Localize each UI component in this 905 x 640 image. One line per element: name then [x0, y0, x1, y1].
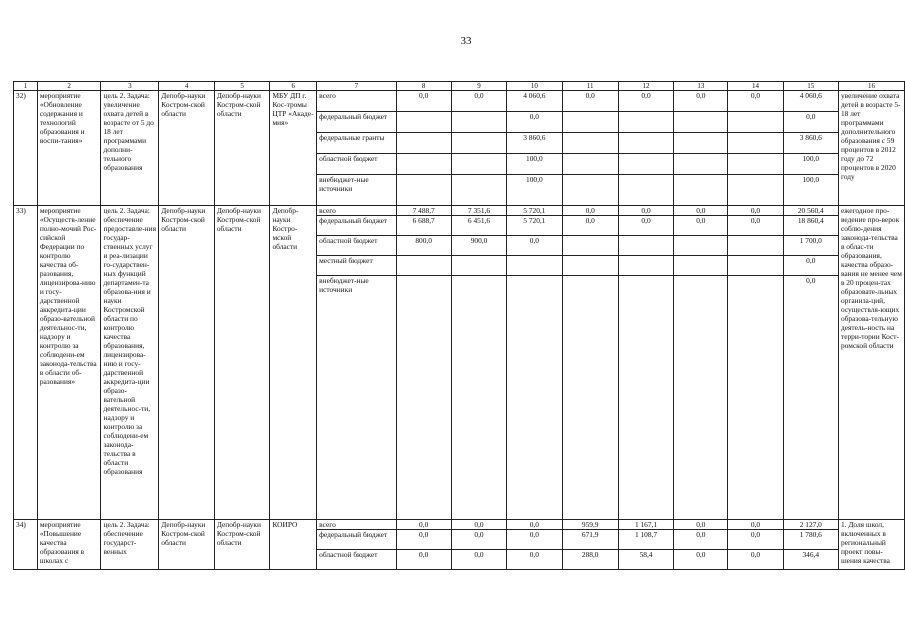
value-cell	[562, 276, 618, 520]
value-cell	[562, 133, 618, 154]
task-cell: цель 2. Задача: обеспечение предоставле-ния государ-ственных услуг и реа-лизации го-сударствен-ных функций департамен-та образова-ния и науки Костромской области по контролю качества образования, лицензирова-нию и госу-дарственной аккредита-ции образо-вательной деятельнос-ти, надзору и контролю за соблюдени-ем законода-тельства в области образования	[101, 206, 159, 520]
value-cell: 0,0	[507, 520, 562, 530]
value-cell	[451, 276, 506, 520]
value-cell: 7 488,7	[396, 206, 451, 216]
value-cell: 0,0	[674, 206, 728, 216]
value-cell	[728, 112, 783, 133]
column-header: 16	[838, 82, 904, 91]
value-cell: 0,0	[674, 520, 728, 530]
value-cell	[618, 276, 673, 520]
value-cell: 671,9	[562, 530, 618, 550]
value-cell	[728, 236, 783, 256]
column-header: 2	[37, 82, 101, 91]
value-cell	[728, 133, 783, 154]
value-cell: 0,0	[507, 530, 562, 550]
source-name: федеральные гранты	[317, 133, 396, 154]
source-name: всего	[317, 206, 396, 216]
value-cell	[674, 175, 728, 206]
source-name: федеральный бюджет	[317, 112, 396, 133]
total-cell: 2 127,0	[783, 520, 838, 530]
source-name: областной бюджет	[317, 550, 396, 570]
value-cell	[396, 175, 451, 206]
column-header: 10	[507, 82, 562, 91]
indicator-cell: 1. Доля школ, включенных в региональный проект повы-шения качества	[838, 520, 904, 570]
column-header: 11	[562, 82, 618, 91]
value-cell: 5 720,1	[507, 216, 562, 236]
page-number: 33	[460, 35, 472, 47]
source-name: областной бюджет	[317, 154, 396, 175]
value-cell: 4 060,6	[507, 91, 562, 112]
value-cell: 0,0	[618, 91, 673, 112]
value-cell	[451, 154, 506, 175]
responsible-org-cell: Депобр-науки Костром-ской области	[159, 206, 215, 520]
value-cell	[618, 154, 673, 175]
value-cell	[618, 112, 673, 133]
value-cell	[674, 154, 728, 175]
column-header: 9	[451, 82, 506, 91]
column-header: 4	[159, 82, 215, 91]
value-cell	[451, 112, 506, 133]
value-cell: 6 688,7	[396, 216, 451, 236]
coexecutor-org-cell: Депобр-науки Костром-ской области	[214, 91, 270, 206]
value-cell: 0,0	[674, 216, 728, 236]
value-cell: 0,0	[507, 236, 562, 256]
value-cell	[451, 175, 506, 206]
value-cell: 0,0	[396, 550, 451, 570]
value-cell	[618, 256, 673, 276]
value-cell: 0,0	[451, 550, 506, 570]
event-cell: мероприятие «Обновление содержания и технологий образования и воспи-тания»	[37, 91, 101, 206]
value-cell: 0,0	[728, 206, 783, 216]
value-cell: 0,0	[396, 91, 451, 112]
column-header: 6	[270, 82, 317, 91]
value-cell	[618, 133, 673, 154]
source-name: федеральный бюджет	[317, 216, 396, 236]
value-cell: 959,9	[562, 520, 618, 530]
executor-cell: КОИРО	[270, 520, 317, 570]
value-cell: 0,0	[618, 206, 673, 216]
value-cell	[618, 236, 673, 256]
value-cell: 0,0	[728, 530, 783, 550]
value-cell	[562, 236, 618, 256]
value-cell: 800,0	[396, 236, 451, 256]
value-cell: 0,0	[562, 216, 618, 236]
value-cell	[728, 175, 783, 206]
value-cell	[674, 112, 728, 133]
source-name: внебюджет-ные источники	[317, 276, 396, 520]
value-cell	[728, 276, 783, 520]
value-cell	[562, 154, 618, 175]
value-cell	[674, 236, 728, 256]
value-cell: 0,0	[728, 216, 783, 236]
value-cell: 900,0	[451, 236, 506, 256]
total-cell: 100,0	[783, 154, 838, 175]
value-cell: 0,0	[396, 530, 451, 550]
value-cell	[728, 154, 783, 175]
value-cell	[396, 133, 451, 154]
column-header: 15	[783, 82, 838, 91]
table-row	[14, 206, 905, 216]
value-cell: 5 720,1	[507, 206, 562, 216]
value-cell: 0,0	[562, 91, 618, 112]
source-name: местный бюджет	[317, 256, 396, 276]
task-cell: цель 2. Задача: увеличение охвата детей в возрасте от 5 до 18 лет программами дополни-тельного образования	[101, 91, 159, 206]
responsible-org-cell: Депобр-науки Костром-ской области	[159, 520, 215, 570]
value-cell: 100,0	[507, 175, 562, 206]
value-cell	[396, 154, 451, 175]
total-cell: 20 560,4	[783, 206, 838, 216]
column-header: 5	[214, 82, 270, 91]
executor-cell: МБУ ДП г. Кос-тромы ЦТР «Акаде-мия»	[270, 91, 317, 206]
value-cell	[674, 256, 728, 276]
value-cell: 0,0	[728, 91, 783, 112]
total-cell: 0,0	[783, 276, 838, 520]
column-header: 3	[101, 82, 159, 91]
value-cell	[396, 112, 451, 133]
value-cell: 1 108,7	[618, 530, 673, 550]
total-cell: 18 860,4	[783, 216, 838, 236]
value-cell: 0,0	[674, 550, 728, 570]
value-cell	[618, 175, 673, 206]
value-cell	[396, 256, 451, 276]
column-header: 7	[317, 82, 396, 91]
total-cell: 1 700,0	[783, 236, 838, 256]
value-cell	[451, 256, 506, 276]
budget-table	[13, 81, 905, 570]
indicator-cell: ежегодное про-ведение про-верок соблю-дения законода-тельства в облас-ти образования, качества образо-вания не менее чем в 20 процен-тах образовате-льных организа-ций, осуществля-ющих образова-тельную деятель-ность на терри-тории Кост-ромской области	[838, 206, 904, 520]
total-cell: 100,0	[783, 175, 838, 206]
table-row	[14, 520, 905, 530]
value-cell	[507, 276, 562, 520]
source-name: всего	[317, 520, 396, 530]
event-cell: мероприятие «Осуществ-ление полно-мочий Рос-сийской Федерации по контролю качества об-разования, лицензирова-нию и госу-дарственной аккредита-ции образо-вательной деятельнос-ти, надзору и контролю за соблюдени-ем законода-тельства в области об-разования»	[37, 206, 101, 520]
value-cell: 0,0	[507, 550, 562, 570]
value-cell	[728, 256, 783, 276]
row-number: 32)	[14, 91, 38, 206]
value-cell: 1 167,1	[618, 520, 673, 530]
value-cell	[507, 256, 562, 276]
value-cell: 0,0	[507, 112, 562, 133]
column-header: 12	[618, 82, 673, 91]
value-cell: 6 451,6	[451, 216, 506, 236]
value-cell: 0,0	[396, 520, 451, 530]
total-cell: 0,0	[783, 112, 838, 133]
event-cell: мероприятие «Повышение качества образования в школах с	[37, 520, 101, 570]
source-name: областной бюджет	[317, 236, 396, 256]
indicator-cell: увеличение охвата детей в возрасте 5-18 лет программами дополнительного образования с 59 процентов в 2012 году до 72 процентов в 2020 году	[838, 91, 904, 206]
column-header: 8	[396, 82, 451, 91]
column-header: 14	[728, 82, 783, 91]
value-cell: 100,0	[507, 154, 562, 175]
table-header-row	[14, 82, 905, 91]
value-cell: 0,0	[562, 206, 618, 216]
value-cell: 288,0	[562, 550, 618, 570]
value-cell: 0,0	[674, 91, 728, 112]
total-cell: 0,0	[783, 256, 838, 276]
row-number: 34)	[14, 520, 38, 570]
value-cell: 3 860,6	[507, 133, 562, 154]
total-cell: 3 860,6	[783, 133, 838, 154]
column-header: 1	[14, 82, 38, 91]
value-cell: 0,0	[451, 91, 506, 112]
source-name: внебюджет-ные источники	[317, 175, 396, 206]
column-header: 13	[674, 82, 728, 91]
value-cell: 0,0	[451, 530, 506, 550]
total-cell: 346,4	[783, 550, 838, 570]
total-cell: 1 780,6	[783, 530, 838, 550]
value-cell: 0,0	[728, 550, 783, 570]
executor-cell: Депобр-науки Костро-мской области	[270, 206, 317, 520]
value-cell	[562, 175, 618, 206]
table-row	[14, 91, 905, 112]
value-cell	[451, 133, 506, 154]
responsible-org-cell: Депобр-науки Костром-ской области	[159, 91, 215, 206]
value-cell	[674, 133, 728, 154]
value-cell	[562, 256, 618, 276]
value-cell: 0,0	[451, 520, 506, 530]
coexecutor-org-cell: Депобр-науки Костром-ской области	[214, 206, 270, 520]
value-cell	[674, 276, 728, 520]
value-cell	[562, 112, 618, 133]
value-cell: 0,0	[618, 216, 673, 236]
value-cell: 7 351,6	[451, 206, 506, 216]
source-name: всего	[317, 91, 396, 112]
value-cell	[396, 276, 451, 520]
value-cell: 0,0	[728, 520, 783, 530]
value-cell: 0,0	[674, 530, 728, 550]
row-number: 33)	[14, 206, 38, 520]
value-cell: 58,4	[618, 550, 673, 570]
source-name: федеральный бюджет	[317, 530, 396, 550]
coexecutor-org-cell: Депобр-науки Костром-ской области	[214, 520, 270, 570]
total-cell: 4 060,6	[783, 91, 838, 112]
task-cell: цель 2. Задача: обеспечение государст-венных	[101, 520, 159, 570]
